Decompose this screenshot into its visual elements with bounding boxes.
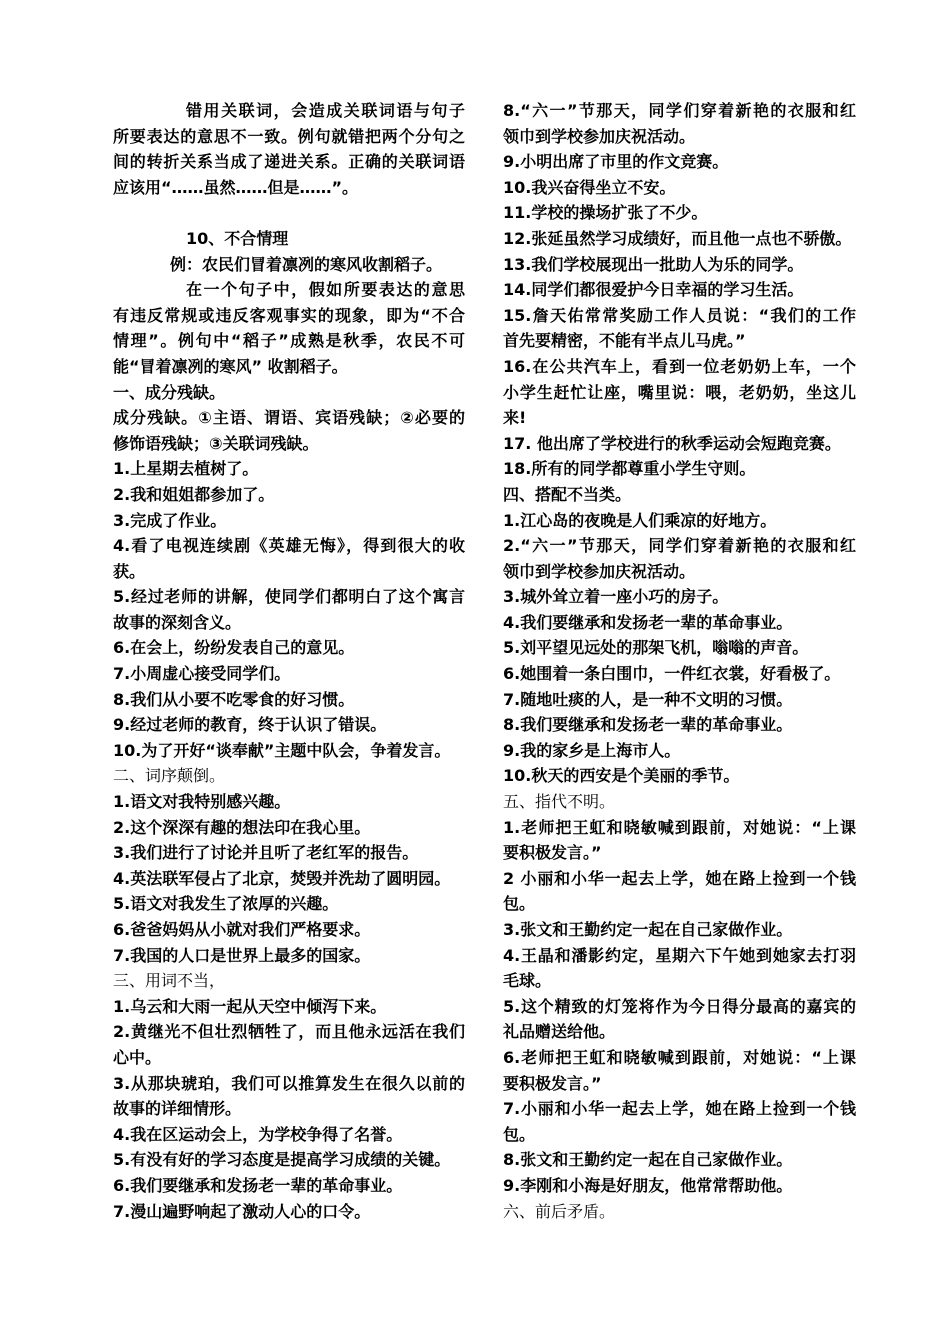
exercise-item: 领巾到学校参加庆祝活动。 (503, 561, 696, 581)
section-10-explanation: 有违反常规或违反客观事实的现象，即为“不合 (113, 305, 465, 325)
exercise-item: 要积极发言。” (503, 843, 602, 863)
exercise-item: 14.同学们都很爱护今日幸福的学习生活。 (503, 280, 804, 300)
section-description: 成分残缺。①主语、谓语、宾语残缺；②必要的 (113, 408, 465, 428)
exercise-item: 1.老师把王虹和晓敏喊到跟前，对她说：“上课 (503, 817, 856, 837)
intro-paragraph: 间的转折关系当成了递进关系。正确的关联词语 (113, 152, 465, 172)
exercise-item: 5.刘平望见远处的那架飞机，嗡嗡的声音。 (503, 638, 809, 658)
exercise-item: 3.我们进行了讨论并且听了老红军的报告。 (113, 843, 419, 863)
section-heading: 二、词序颠倒。 (113, 766, 226, 786)
exercise-item: 7.漫山遍野响起了激动人心的口令。 (113, 1201, 371, 1221)
exercise-item: 15.詹天佑常常奖励工作人员说：“我们的工作 (503, 305, 856, 325)
exercise-item: 4.看了电视连续剧《英雄无悔》，得到很大的收 (113, 536, 465, 556)
section-10-example: 例：农民们冒着凛冽的寒风收割稻子。 (170, 254, 443, 274)
left-column (113, 98, 465, 1224)
exercise-item: 包。 (503, 1124, 536, 1144)
exercise-item: 12.张延虽然学习成绩好，而且他一点也不骄傲。 (503, 228, 852, 248)
exercise-item: 2.黄继光不但壮烈牺牲了，而且他永远活在我们 (113, 1022, 465, 1042)
exercise-item: 2 小丽和小华一起去上学，她在路上捡到一个钱 (503, 868, 856, 888)
exercise-item: 13.我们学校展现出一批助人为乐的同学。 (503, 254, 804, 274)
exercise-item: 毛球。 (503, 971, 552, 991)
exercise-item: 2.我和姐姐都参加了。 (113, 484, 275, 504)
exercise-item: 4.王晶和潘影约定，星期六下午她到她家去打羽 (503, 945, 856, 965)
intro-paragraph: 应该用“……虽然……但是……”。 (113, 177, 359, 197)
exercise-item: 8.“六一”节那天，同学们穿着新艳的衣服和红 (503, 101, 856, 120)
exercise-item: 6.她围着一条白围巾，一件红衣裳，好看极了。 (503, 664, 841, 684)
intro-paragraph: 所要表达的意思不一致。例句就错把两个分句之 (113, 126, 465, 146)
exercise-item: 9.李刚和小海是好朋友，他常常帮助他。 (503, 1175, 793, 1195)
exercise-item: 2.这个深深有趣的想法印在我心里。 (113, 817, 371, 837)
exercise-item: 来! (503, 408, 527, 428)
exercise-item: 6.我们要继承和发扬老一辈的革命事业。 (113, 1175, 403, 1195)
exercise-item: 7.随地吐痰的人，是一种不文明的习惯。 (503, 689, 793, 709)
section-description: 修饰语残缺；③关联词残缺。 (113, 433, 319, 453)
section-heading: 三、用词不当， (113, 971, 226, 991)
exercise-item: 3.完成了作业。 (113, 510, 227, 530)
right-column (503, 98, 856, 1224)
exercise-item: 心中。 (113, 1047, 162, 1067)
exercise-item: 5.有没有好的学习态度是提高学习成绩的关键。 (113, 1150, 451, 1170)
exercise-item: 7.小丽和小华一起去上学，她在路上捡到一个钱 (503, 1099, 856, 1119)
section-10-title: 10、不合情理 (186, 228, 289, 248)
exercise-item: 3.张文和王勤约定一起在自己家做作业。 (503, 920, 793, 939)
exercise-item: 8.我们要继承和发扬老一辈的革命事业。 (503, 715, 793, 735)
section-heading: 一、成分残缺。 (113, 382, 226, 402)
exercise-item: 1.江心岛的夜晚是人们乘凉的好地方。 (503, 510, 777, 530)
intro-paragraph: 错用关联词，会造成关联词语与句子 (186, 101, 465, 120)
exercise-item: 5.语文对我发生了浓厚的兴趣。 (113, 894, 339, 914)
exercise-item: 10.我兴奋得坐立不安。 (503, 177, 676, 197)
exercise-item: 礼品赠送给他。 (503, 1022, 616, 1042)
exercise-item: 9.经过老师的教育，终于认识了错误。 (113, 715, 387, 735)
exercise-item: 4.我在区运动会上，为学校争得了名誉。 (113, 1124, 403, 1144)
exercise-item: 18.所有的同学都尊重小学生守则。 (503, 459, 756, 479)
exercise-item: 6.爸爸妈妈从小就对我们严格要求。 (113, 920, 371, 939)
exercise-item: 10.为了开好“谈奉献”主题中队会，争着发言。 (113, 740, 451, 760)
exercise-item: 2.“六一”节那天，同学们穿着新艳的衣服和红 (503, 536, 856, 556)
exercise-item: 9.小明出席了市里的作文竞赛。 (503, 152, 729, 172)
section-heading: 六、前后矛盾。 (503, 1201, 616, 1221)
section-heading: 四、搭配不当类。 (503, 484, 632, 504)
exercise-item: 4.我们要继承和发扬老一辈的革命事业。 (503, 612, 793, 632)
exercise-item: 8.张文和王勤约定一起在自己家做作业。 (503, 1150, 793, 1170)
exercise-item: 领巾到学校参加庆祝活动。 (503, 126, 696, 146)
exercise-item: 11.学校的操场扩张了不少。 (503, 203, 708, 223)
exercise-item: 16.在公共汽车上，看到一位老奶奶上车，一个 (503, 356, 856, 376)
exercise-item: 5.经过老师的讲解，使同学们都明白了这个寓言 (113, 587, 465, 607)
exercise-item: 4.英法联军侵占了北京，焚毁并洗劫了圆明园。 (113, 868, 451, 888)
section-10-explanation: 能“冒着凛冽的寒风” 收割稻子。 (113, 356, 348, 376)
exercise-item: 包。 (503, 894, 536, 914)
exercise-item: 6.在会上，纷纷发表自己的意见。 (113, 638, 355, 658)
exercise-item: 首先要精密，不能有半点儿马虎。” (503, 331, 746, 351)
exercise-item: 3.城外耸立着一座小巧的房子。 (503, 587, 729, 607)
exercise-item: 故事的详细情形。 (113, 1099, 242, 1119)
paragraph-gap (113, 200, 465, 226)
section-10-explanation: 情理”。例句中“稻子”成熟是秋季，农民不可 (113, 331, 465, 351)
exercise-item: 获。 (113, 561, 146, 581)
exercise-item: 1.乌云和大雨一起从天空中倾泻下来。 (113, 996, 387, 1016)
exercise-item: 故事的深刻含义。 (113, 612, 242, 632)
exercise-item: 7.我国的人口是世界上最多的国家。 (113, 945, 371, 965)
exercise-item: 17. 他出席了学校进行的秋季运动会短跑竞赛。 (503, 433, 841, 453)
exercise-item: 10.秋天的西安是个美丽的季节。 (503, 766, 740, 786)
exercise-item: 6.老师把王虹和晓敏喊到跟前，对她说：“上课 (503, 1047, 856, 1067)
exercise-item: 1.上星期去植树了。 (113, 459, 259, 479)
section-10-explanation: 在一个句子中，假如所要表达的意思 (186, 280, 465, 300)
exercise-item: 1.语文对我特别感兴趣。 (113, 792, 291, 812)
exercise-item: 5.这个精致的灯笼将作为今日得分最高的嘉宾的 (503, 996, 856, 1016)
exercise-item: 9.我的家乡是上海市人。 (503, 740, 681, 760)
section-heading: 五、指代不明。 (503, 792, 616, 812)
exercise-item: 7.小周虚心接受同学们。 (113, 664, 291, 684)
exercise-item: 8.我们从小要不吃零食的好习惯。 (113, 689, 355, 709)
exercise-item: 要积极发言。” (503, 1073, 602, 1093)
exercise-item: 3.从那块琥珀，我们可以推算发生在很久以前的 (113, 1073, 465, 1093)
exercise-item: 小学生赶忙让座，嘴里说：喂，老奶奶，坐这儿 (503, 382, 856, 402)
